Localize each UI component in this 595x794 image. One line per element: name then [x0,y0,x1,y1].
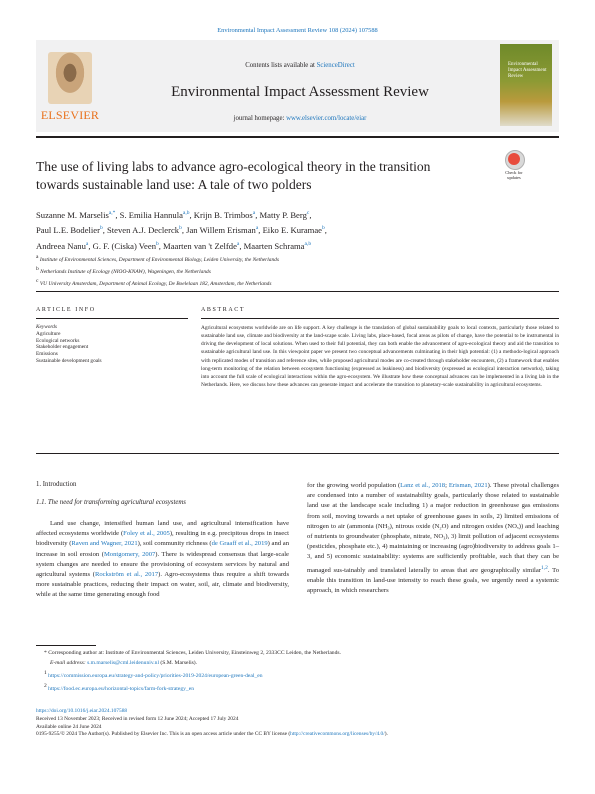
contents-line [110,62,490,69]
check-for-updates-button[interactable] [503,150,525,180]
footnote-2-link[interactable]: https://food.ec.europa.eu/horizontal-topics/farm-fork-strategy_en [48,685,195,692]
elsevier-logo[interactable] [40,52,100,130]
author[interactable]: Matty P. Berg$^c$ [259,209,310,220]
text-run: for the growing world population ( [307,482,401,489]
footnote-number: 2 [44,682,47,689]
text-run: ). These pivotal challenges are condensed into a number of sustainability goals, particularly those related to sustainable land use at the landscape scale including 1) a major reduction in greenhouse gas emissions from soil, moving towards a net uptake of greenhouse gases in soils, 2) limited emissions of nitrogen to air (ammonia (NH₃), nitrous oxide (N₂O) and nitrogen oxides (NOₓ)) and leaching of nutrients to groundwater (phosphate, nitrate, NO₃), 3) limit pollution of adjacent ecosystems (pesticides, phosphate etc.), 4) maintaining or increasing (agro)biodiversity to address goals 1–3, and 5) economic sustainability: systems are sufficiently profitable, such that they can be managed sus-tainably and translated laterally to areas that are geographically similar [307,482,560,574]
keyword: Stakeholder engagement [36,344,89,351]
keywords-label: Keywords [36,324,57,330]
history-dates: Received 13 November 2023; Received in revised form 12 June 2024; Accepted 17 July 2024 [36,715,239,722]
affiliation: $^b$ Netherlands Institute of Ecology (NIOO-KNAW), Wageningen, the Netherlands [36,266,211,275]
text-run: ). There is widespread consensus that large-scale system changes are needed to ensure the provisioning of ecosystem services by natural and agricultural systems ( [36,550,289,579]
affiliation: $^a$ Institute of Environmental Sciences, Department of Environmental Biology, Leiden University, the Netherlands [36,254,279,263]
text-run: ) and an increase in soil erosion ( [36,540,289,558]
keyword: Sustainable development goals [36,357,102,364]
email-label: E-mail address: [50,660,88,666]
title-line-2: towards sustainable land use: A tale of two polders [36,177,312,192]
license-link[interactable]: http://creativecommons.org/licenses/by/4.0/ [290,731,385,738]
keywords-block [36,324,188,365]
subsection-heading: 1.1. The need for transforming agricultural ecosystems [36,499,186,506]
footnote-rule [36,645,96,646]
abstract-heading: ABSTRACT [201,307,246,313]
homepage-line [110,115,490,122]
email-suffix: (S.M. Marselis). [159,660,198,666]
footnote-ref[interactable]: 1,2 [540,564,548,571]
body-column-right [307,481,559,596]
text-run: . To enable this transition in land-use intensity to reach these goals, we urgently need a systemic approach, in which researchers [307,566,559,595]
text-run: ), soil community richness ( [137,540,212,548]
section-heading: 1. Introduction [36,481,77,488]
corresponding-author-note: * Corresponding author at: Institute of Environmental Sciences, Leiden University, Einsteinweg 2, 2333CC Leiden, the Netherlands. [44,650,341,656]
keyword: Agriculture [36,330,61,337]
author[interactable]: Eiko E. Kuramae$^b$ [262,225,325,236]
author[interactable]: Steven A.J. Declerck$^b$ [107,225,182,236]
author[interactable]: Maarten van 't Zelfde$^a$ [163,240,240,251]
header-rule [36,136,559,138]
title-line-1: The use of living labs to advance agro-ecological theory in the transition [36,159,431,174]
available-online: Available online 24 June 2024 [36,723,102,730]
affiliations [36,253,559,290]
footnote-2 [36,681,559,694]
email-note [36,658,559,668]
crossmark-label-1: Check for [505,170,523,175]
paragraph [307,481,559,596]
crossmark-label [499,170,529,180]
citation-link[interactable]: Rockström et al., 2017 [94,571,159,579]
article-info-rule [36,318,188,319]
license-prefix: 0195-9255/© 2024 The Author(s). Published by Elsevier Inc. This is an open access article under the CC BY license ( [36,731,291,738]
text-run: ). Agro-ecosystems thus require a shift towards more sustainable practices, reducing their impact on water, soil, air, climate and biodiversity, while at the same time generating enough food [36,571,290,599]
email-link[interactable]: s.m.marselis@cml.leidenuniv.nl [87,660,159,666]
author[interactable]: G. F. (Ciska) Veen$^b$ [92,240,159,251]
contents-prefix: Contents lists available at [245,62,317,69]
crossmark-inner [508,153,520,165]
author[interactable]: Jan Willem Erisman$^a$ [186,225,259,236]
abstract-text: Agricultural ecosystems worldwide are on life support. A key challenge is the translation of global sustainability goals to local contexts, particularly those related to sustainable land use, climate and biodiversity at the land-scape scale. Living labs, place-based, focal areas as pilots of change, have the potential to be instrumental in driving the development of local solutions. When used to their full potential, they can both enable the advancement of agro-ecological theory and aid the transition to sustainable agricultural land use. In this viewpoint paper we present two conceptual advancements culminating in their high potential: (1) a methodo-logical approach with replicated modes of transition and reference sites, while proposed agricultural modes are co-created through stakeholder encounters, (2) a framework that enables long-term monitoring of the relation between ecosystem functioning (expressed as leakiness) and biodiversity (expressed as ecological interaction networks), taking into account the full scale of ecological interactions within the agro-ecosystem. We illustrate how these conceptual advances can be implemented in a living lab in the Netherlands. Here, we discuss how these advances can generate impact and accelerate the transition to planetary-scale sustainability in agricultural ecosystems. [201,325,559,389]
keyword: Emissions [36,351,58,358]
body-column-left [36,519,289,601]
article-title [36,158,491,194]
homepage-link[interactable]: www.elsevier.com/locate/eiar [286,115,367,122]
doi-link[interactable]: https://doi.org/10.1016/j.eiar.2024.107588 [36,708,128,714]
affiliation: $^c$ VU University Amsterdam, Department of Animal Ecology, De Boelelaan 182, Amsterdam, the Netherlands [36,278,272,288]
journal-cover[interactable] [500,44,552,126]
citation-link[interactable]: Raven and Wagner, 2021 [71,540,138,548]
journal-reference[interactable]: Environmental Impact Assessment Review 108 (2024) 107588 [217,27,378,34]
footnotes [36,648,559,694]
license-suffix: ). [384,731,388,738]
cover-title: Environmental Impact Assessment Review [508,62,547,79]
homepage-prefix: journal homepage: [233,115,287,122]
sciencedirect-link[interactable]: ScienceDirect [316,62,355,69]
author[interactable]: Suzanne M. Marselis$^{a,*}$ [36,209,116,220]
license-line [36,731,559,739]
author[interactable]: Maarten Schrama$^{a,b}$ [243,240,312,251]
info-rule [36,291,559,292]
tree-icon [48,52,92,104]
footnote-number: 1 [44,670,47,676]
paragraph [36,519,289,601]
crossmark-label-2: updates [507,175,521,180]
citation-link[interactable]: Montgomery, 2007 [103,550,156,558]
text-run: Land use change, intensified human land use, and agricultural intensification have affected ecosystems worldwide ( [36,520,289,538]
author[interactable]: Paul L.E. Bodelier$^b$ [36,225,103,236]
publication-info [36,708,559,739]
text-run: ; [445,482,449,489]
citation-link[interactable]: de Graaff et al., 2019 [211,540,268,548]
text-run: ), resulting in e.g. precipitous drops in insect biodiversity ( [36,530,289,548]
article-info-heading: ARTICLE INFO [36,307,96,313]
author-list: Suzanne M. Marselis$^{a,*}$, S. Emilia Hannula$^{a,b}$, Krijn B. Trimbos$^a$, Matty P. Berg$^c$, Paul L.E. Bodelier$^b$, Steven A.J. Declerck$^b$, Jan Willem Erisman$^a$, Eiko E. Kuramae$^b$, Andreea Nanu$^a$, G. F. (Ciska) Veen$^b$, Maarten van 't Zelfde$^a$, Maarten Schrama$^{a,b}$ [36,209,327,251]
keyword: Ecological networks [36,337,80,344]
citation-link[interactable]: Lanz et al., 2018 [400,482,446,489]
journal-title: Environmental Impact Assessment Review [171,84,429,100]
abstract-rule [201,318,559,319]
abstract-bottom-rule [36,453,559,454]
author[interactable]: Andreea Nanu$^a$ [36,240,89,251]
footnote-1-link[interactable]: https://commission.europa.eu/strategy-and-policy/priorities-2019-2024/european-green-deal_en [48,672,263,679]
author[interactable]: Krijn B. Trimbos$^a$ [193,209,256,220]
footnote-1 [36,668,559,681]
author[interactable]: S. Emilia Hannula$^{a,b}$ [119,209,190,220]
logo-text: ELSEVIER [40,108,100,122]
citation-link[interactable]: Erisman, 2021 [448,482,488,489]
citation-link[interactable]: Foley et al., 2005 [123,530,170,538]
